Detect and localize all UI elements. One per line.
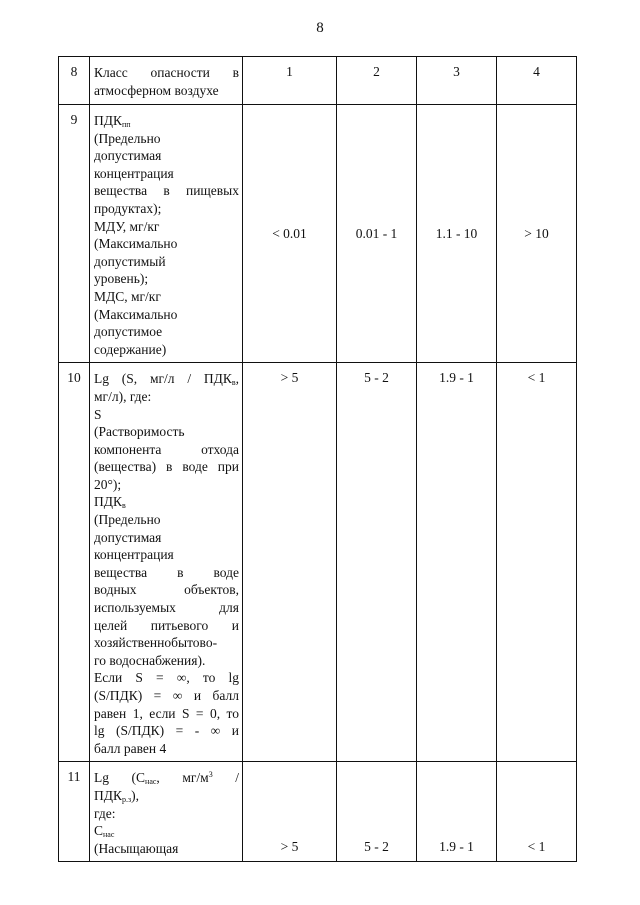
value-class-1: 1 (243, 57, 337, 105)
criterion-line: Класс опасности в (94, 65, 240, 80)
value-class-1: < 0.01 (243, 105, 337, 363)
value-class-3: 1.1 - 10 (417, 105, 497, 363)
row-number: 9 (59, 105, 90, 363)
value-class-3: 3 (417, 57, 497, 105)
value-class-3: 1.9 - 1 (417, 363, 497, 762)
criterion-cell (90, 57, 243, 105)
value-class-4: < 1 (497, 363, 577, 762)
row-number: 10 (59, 363, 90, 762)
pdk-label: ПДК (94, 113, 122, 128)
value-class-4: < 1 (497, 762, 577, 862)
pdk-label: ПДК (94, 494, 122, 510)
value-class-2: 5 - 2 (337, 762, 417, 862)
criterion-cell: $ПДК_{пп}$ (Предельно допустимая концентрация вещества в пищевых продуктах); МДУ, мг/кг (Максимально допустимый уровень); МДС, мг/кг (Максимально допустимое содержание) (90, 105, 243, 363)
value-class-3: 1.9 - 1 (417, 762, 497, 862)
criterion-cell: Lg ($С_{нас}$, $мг/м^3$ / $ПДК_{р.з}$), где: $С_{нас}$ (Насыщающая (90, 762, 243, 862)
value-class-1: > 5 (243, 762, 337, 862)
page-number: 8 (316, 20, 324, 36)
value-class-1: > 5 (243, 363, 337, 762)
table-row (59, 363, 577, 762)
row-number: 8 (59, 57, 90, 105)
row-number: 11 (59, 762, 90, 862)
criterion-line: атмосферном воздухе (94, 82, 219, 98)
table-row (59, 762, 577, 862)
criterion-cell: Lg (S, $мг/л / ПДК_в$, мг/л), где: S (Растворимость компонента отхода (вещества) в воде при 20°); $ПДК_в$ (Предельно допустимая концентрация вещества в воде водных объектов, используемых для целей питьевого и хозяйственнобытово- го водоснабжения). Если S = ∞, то lg (S/ПДК) = ∞ и балл равен 1, если S = 0, то lg (S/ПДК) = - ∞ и балл равен 4 (90, 363, 243, 762)
value-class-4: > 10 (497, 105, 577, 363)
table-row (59, 105, 577, 363)
value-class-2: 0.01 - 1 (337, 105, 417, 363)
value-class-4: 4 (497, 57, 577, 105)
table-row (59, 57, 577, 105)
hazard-criteria-table (58, 56, 577, 862)
value-class-2: 5 - 2 (337, 363, 417, 762)
value-class-2: 2 (337, 57, 417, 105)
